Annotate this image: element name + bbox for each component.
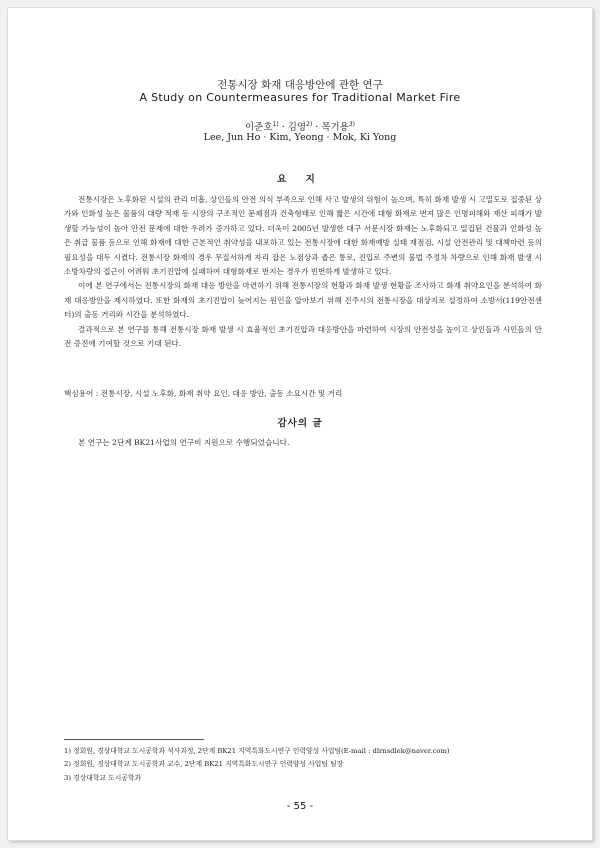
acknowledgement-text: 본 연구는 2단계 BK21사업의 연구비 지원으로 수행되었습니다. — [78, 438, 290, 447]
abstract-heading: 요 지 — [277, 174, 323, 185]
paper-title-english: A Study on Countermeasures for Traditional Market Fire — [139, 91, 461, 104]
author-footnote-mark: 3) — [348, 120, 356, 128]
author-name: 목기용 — [321, 122, 349, 133]
abstract-paragraph: 결과적으로 본 연구를 통해 전통시장 화재 발생 시 효율적인 초기진압과 대응방안을 마련하여 시장의 안전성을 높이고 상인들과 시민들의 안전 증진에 기여할 것으로 기대 된다. — [64, 324, 542, 349]
abstract-paragraph: 이에 본 연구에서는 전통시장의 화재 대응 방안을 마련하기 위해 전통시장의 현황과 화재 발생 현황을 조사하고 화재 취약요인을 분석하여 화재 대응방안을 제시하였다. 또한 화재의 초기진압이 늦어지는 원인을 알아보기 위해 진주시의 전통시장을 대상지로 설정하여 소방서(119안전센터)의 출동 거리와 시간을 분석하였다. — [64, 281, 542, 320]
footnote: 2) 정회원, 경상대학교 도시공학과 교수, 2단계 BK21 지역특화도시연구 인력양성 사업팀 팀장 — [64, 760, 344, 769]
abstract-paragraph: 전통시장은 노후화된 시설의 관리 미흡, 상인들의 안전 의식 부족으로 인해 사고 발생의 위험이 높으며, 특히 화재 발생 시 고밀도로 집중된 상가와 인화성 높은 물품의 대량 적재 등 시장의 구조적인 문제점과 건축형태로 인해 짧은 시간에 대형 화재로 번져 많은 인명피해와 재산 피해가 발생할 가능성이 높아 안전 문제에 대한 우려가 증가하고 있다. 더욱이 2005년 발생한 대구 서문시장 화재는 노후화되고 밀집된 건물과 인화성 높은 취급 물품 등으로 인해 화재에 대한 근본적인 취약성을 내포하고 있는 전통시장에 대한 화재예방 실태 재점검, 시설 안전관리 및 대책마련 등의 필요성을 대두 시켰다. 전통시장 화재의 경우 무질서하게 자리 잡은 노점상과 좁은 통로, 진입로 주변의 불법 주정차 차량으로 인해 화재 발생 시 소방차량의 접근이 어려워 초기진압에 실패하여 대형화재로 번지는 경우가 빈번하게 발생하고 있다. — [64, 195, 542, 277]
abstract-body — [64, 193, 542, 351]
author-separator: · — [312, 122, 322, 133]
paper-page — [8, 8, 592, 840]
footnotes — [64, 745, 542, 785]
author-separator: · — [278, 122, 288, 133]
acknowledgement-heading: 감사의 글 — [277, 418, 323, 429]
footnote: 3) 경상대학교 도시공학과 — [64, 773, 141, 782]
author-footnote-mark: 1) — [272, 120, 279, 128]
authors-korean — [8, 119, 592, 133]
authors-english: Lee, Jun Ho · Kim, Yeong · Mok, Ki Yong — [203, 132, 397, 143]
author-name: 이준호 — [244, 122, 273, 133]
author-footnote-mark: 2) — [306, 120, 313, 128]
page-number: - 55 - — [286, 801, 314, 812]
keywords: 핵심용어 : 전통시장, 시설 노후화, 화재 취약 요인, 대응 방안, 출동 소요시간 및 거리 — [64, 389, 343, 398]
paper-title-korean: 전통시장 화재 대응방안에 관한 연구 — [217, 79, 383, 91]
footnote: 1) 정회원, 경상대학교 도시공학과 석사과정, 2단계 BK21 지역특화도시연구 인력양성 사업팀(E-mail : dlrnsdlek@naver.com) — [64, 747, 450, 755]
author-name: 김영 — [287, 122, 307, 133]
footnote-divider — [64, 739, 204, 740]
